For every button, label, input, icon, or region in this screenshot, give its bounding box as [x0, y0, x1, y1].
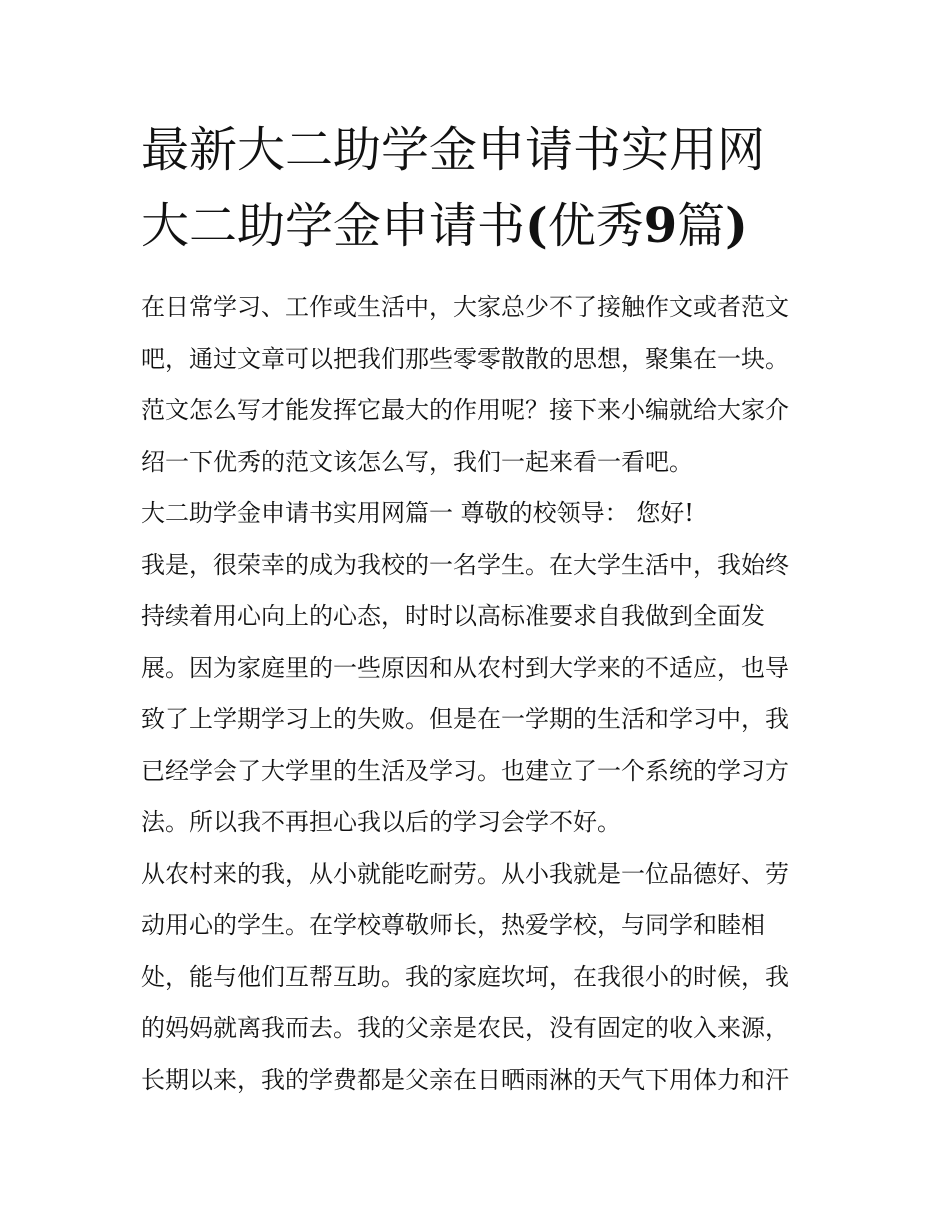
document-body [141, 282, 813, 1106]
paragraph-intro [141, 282, 813, 488]
paragraph-line: 在日常学习、工作或生活中，大家总少不了接触作文或者范文 [141, 293, 789, 321]
paragraph-line: 长期以来，我的学费都是父亲在日晒雨淋的天气下用体力和汗 [141, 1065, 789, 1094]
paragraph-line: 大二助学金申请书实用网篇一 尊敬的校领导： 您好! [141, 499, 694, 527]
paragraph-salutation [141, 488, 813, 540]
title-line-2-part-4: 9 [643, 198, 678, 254]
paragraph-line: 我是，很荣幸的成为我校的一名学生。在大学生活中，我始终 [141, 550, 789, 579]
paragraph-line: 动用心的学生。在学校尊敬师长，热爱学校，与同学和睦相 [141, 911, 765, 939]
paragraph-line: 致了上学期学习上的失败。但是在一学期的生活和学习中，我 [141, 705, 789, 733]
paragraph-self-intro [141, 540, 813, 849]
paragraph-line: 的妈妈就离我而去。我的父亲是农民，没有固定的收入来源， [141, 1014, 789, 1042]
title-line-2-part-6: ) [725, 198, 748, 254]
document-title [141, 112, 813, 264]
paragraph-line: 范文怎么写才能发挥它最大的作用呢？接下来小编就给大家介 [141, 396, 789, 424]
document-page [141, 112, 813, 1106]
paragraph-line: 法。所以我不再担心我以后的学习会学不好。 [141, 808, 621, 836]
paragraph-line: 已经学会了大学里的生活及学习。也建立了一个系统的学习方 [141, 756, 789, 785]
paragraph-line: 从农村来的我，从小就能吃耐劳。从小我就是一位品德好、劳 [141, 859, 789, 888]
paragraph-background [141, 849, 813, 1107]
title-line-2-part-2: ( [525, 198, 548, 254]
paragraph-line: 处，能与他们互帮互助。我的家庭坎坷，在我很小的时候，我 [141, 962, 789, 991]
title-line-2-part-1: 大二助学金申请书 [141, 198, 526, 254]
paragraph-line: 展。因为家庭里的一些原因和从农村到大学来的不适应，也导 [141, 653, 789, 682]
paragraph-line: 绍一下优秀的范文该怎么写，我们一起来看一看吧。 [141, 447, 693, 476]
title-line-2-part-5: 篇 [677, 198, 726, 254]
paragraph-line: 吧，通过文章可以把我们那些零零散散的思想，聚集在一块。 [141, 344, 789, 373]
title-line-1: 最新大二助学金申请书实用网 [141, 122, 766, 178]
paragraph-line: 持续着用心向上的心态，时时以高标准要求自我做到全面发 [141, 602, 765, 630]
title-line-2 [141, 188, 813, 264]
title-line-2-part-3: 优秀 [547, 198, 644, 254]
